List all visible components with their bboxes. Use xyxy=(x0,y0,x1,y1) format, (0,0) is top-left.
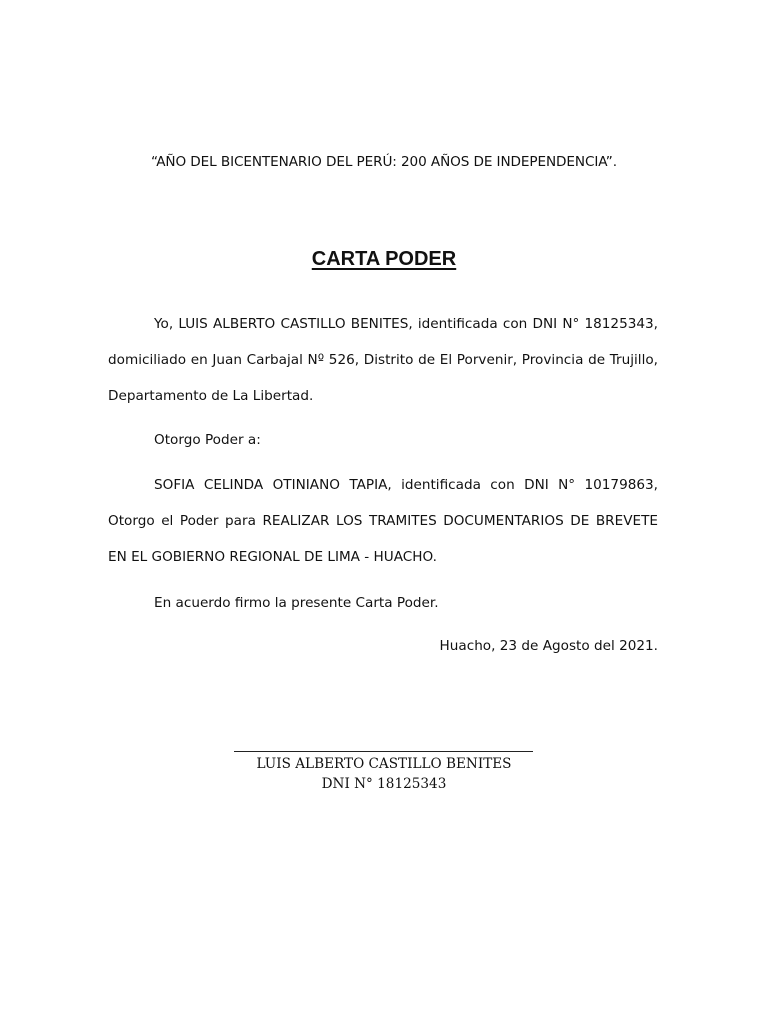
paragraph-grantee: SOFIA CELINDA OTINIANO TAPIA, identificada con DNI N° 10179863, Otorgo el Poder para REALIZAR LOS TRAMITES DOCUMENTARIOS DE BREVETE EN EL GOBIERNO REGIONAL DE LIMA - HUACHO. xyxy=(108,477,658,565)
paragraph-grant-intro: Otorgo Poder a: xyxy=(154,432,261,448)
document-title: CARTA PODER xyxy=(311,248,457,270)
paragraph-grantor: Yo, LUIS ALBERTO CASTILLO BENITES, identificada con DNI N° 18125343, domiciliado en Juan Carbajal Nº 526, Distrito de El Porvenir, Provincia de Trujillo, Departamento de La Libertad. xyxy=(108,316,658,404)
paragraph-closing: En acuerdo firmo la presente Carta Poder. xyxy=(154,595,439,611)
document-motto: “AÑO DEL BICENTENARIO DEL PERÚ: 200 AÑOS DE INDEPENDENCIA”. xyxy=(151,154,617,170)
signature-dni: DNI N° 18125343 xyxy=(321,776,447,792)
date-line: Huacho, 23 de Agosto del 2021. xyxy=(439,638,658,654)
signature-line xyxy=(234,751,533,752)
signature-name: LUIS ALBERTO CASTILLO BENITES xyxy=(256,756,512,772)
